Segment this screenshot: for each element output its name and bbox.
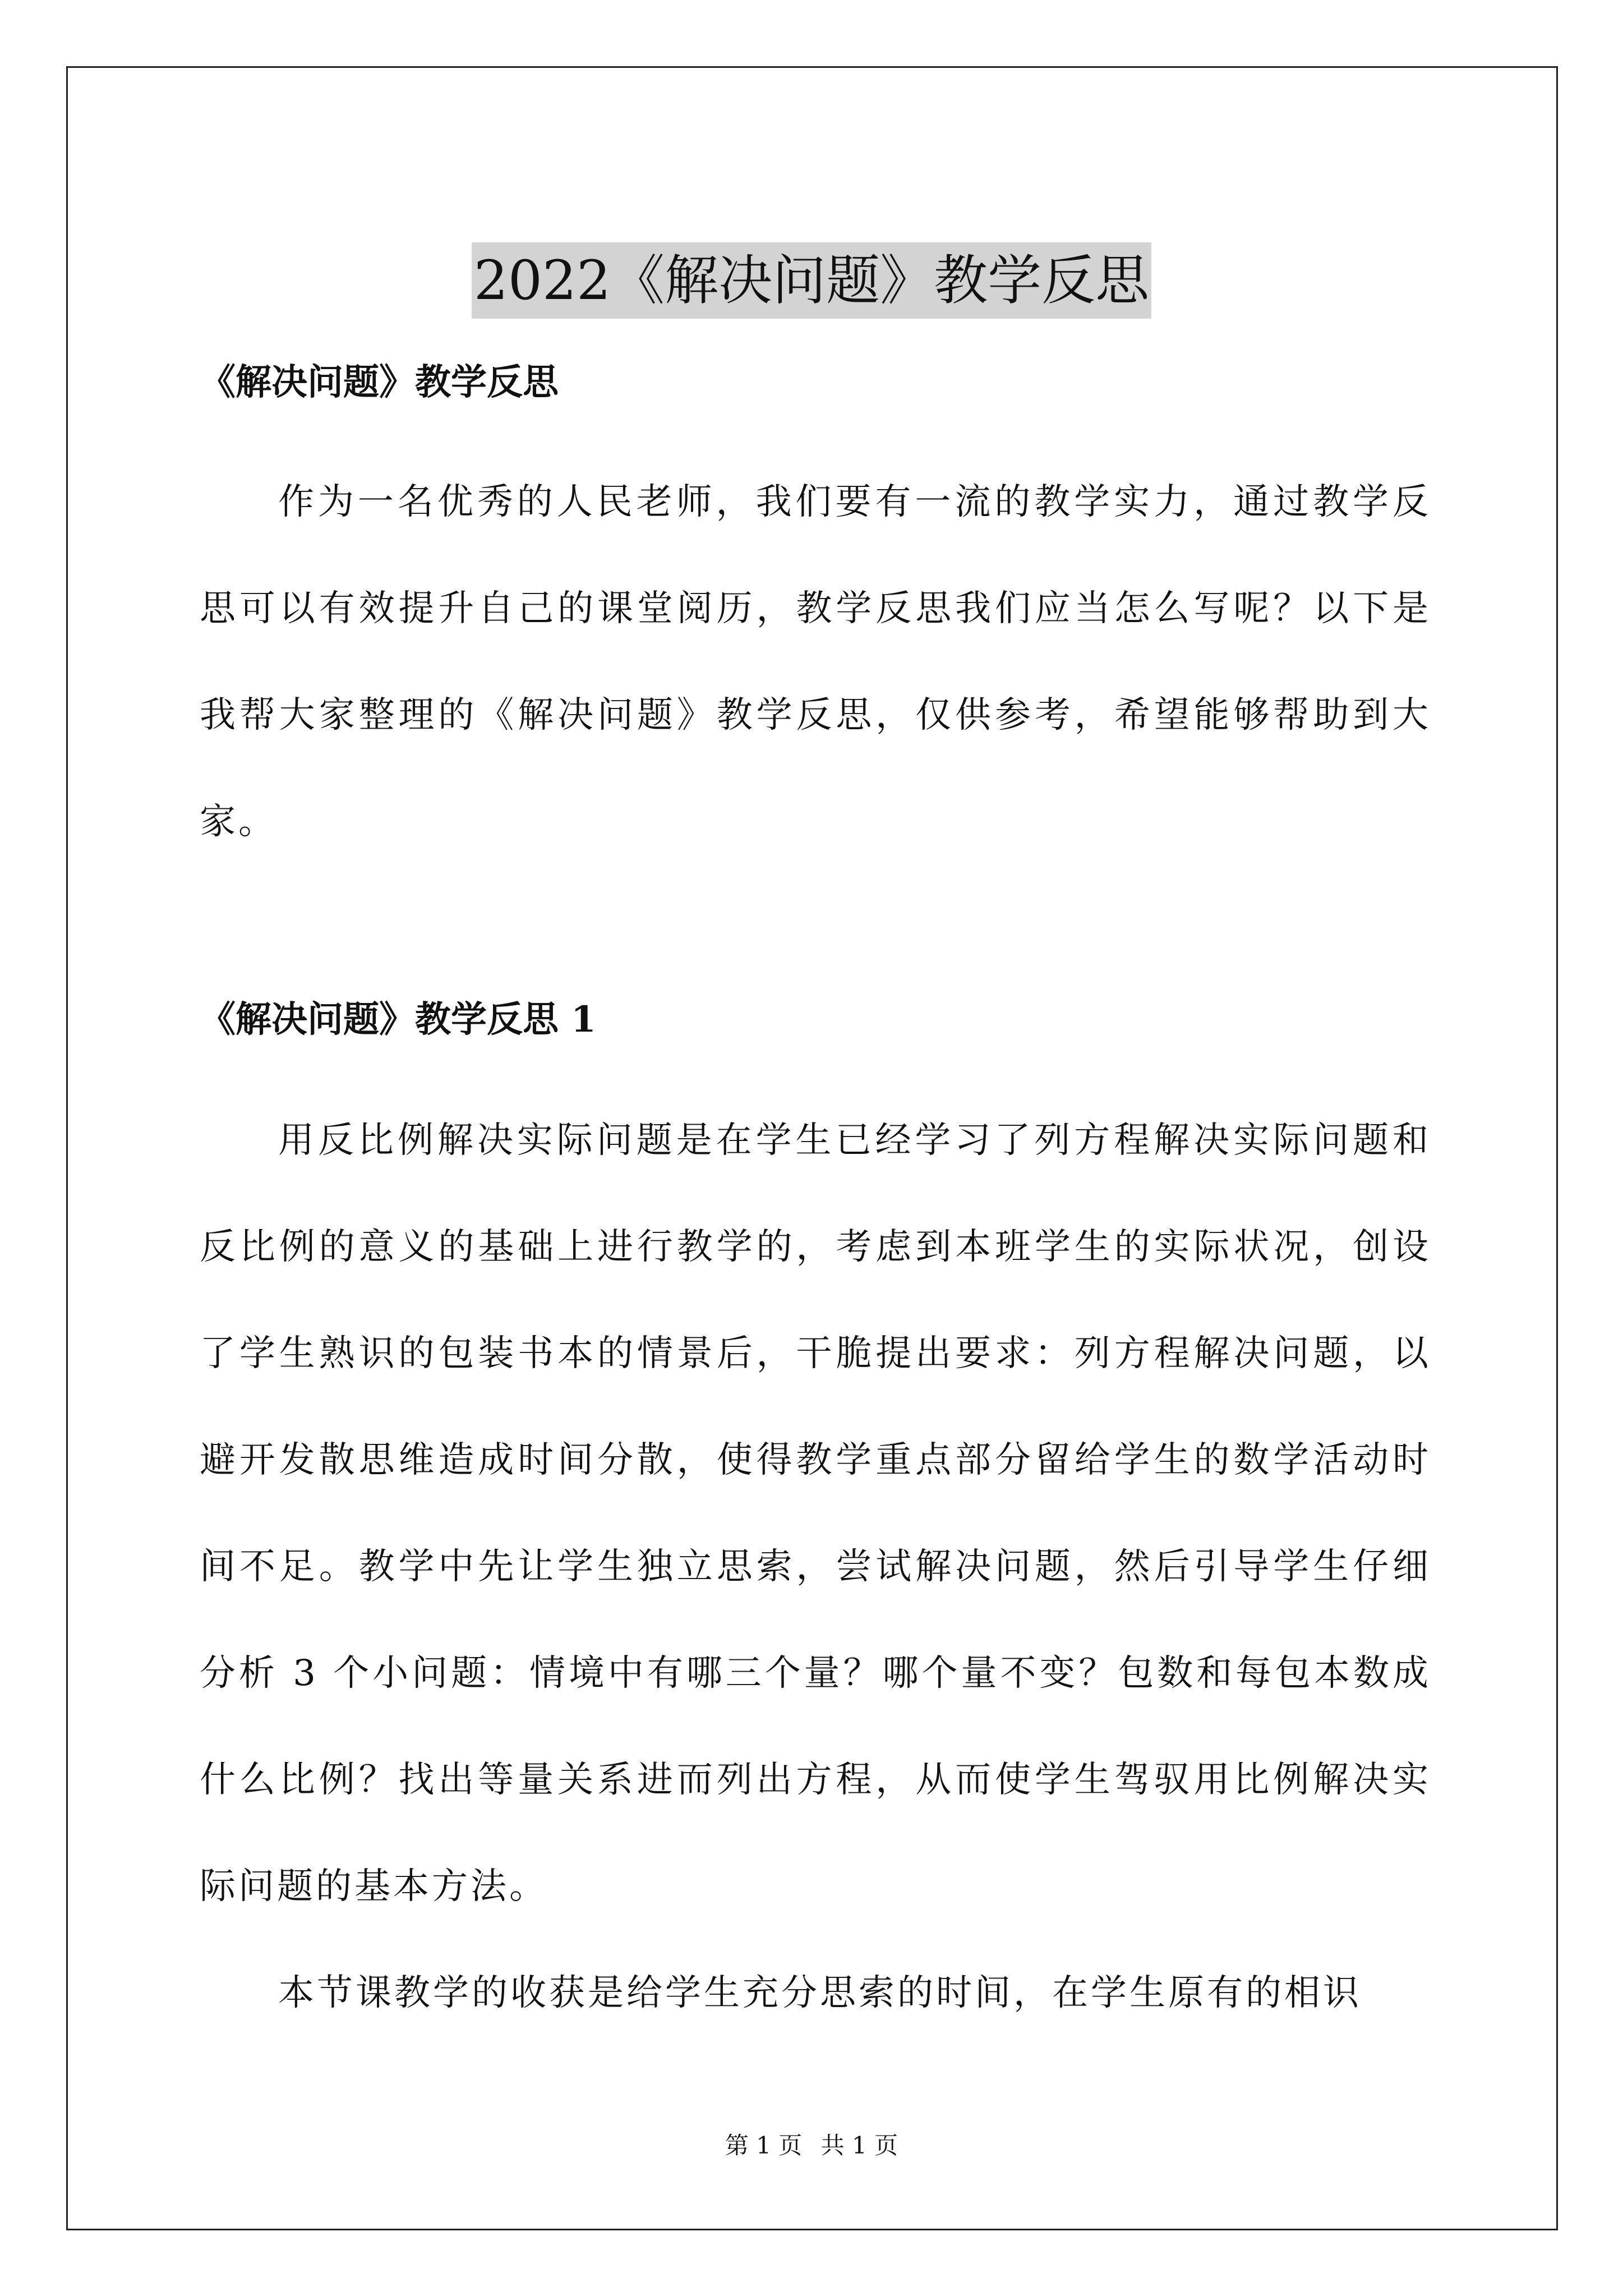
page-total: 共 1 页 bbox=[820, 2132, 898, 2159]
intro-paragraph: 作为一名优秀的人民老师，我们要有一流的教学实力，通过教学反思可以有效提升自己的课堂阅历，教学反思我们应当怎么写呢？以下是我帮大家整理的《解决问题》教学反思，仅供参考，希望能够帮助到大家。 bbox=[200, 481, 1431, 843]
title-container bbox=[0, 206, 1623, 355]
section-2-body bbox=[200, 1087, 1431, 2046]
page-footer bbox=[0, 2129, 1623, 2162]
section-1-body bbox=[200, 449, 1431, 875]
section-heading: 《解决问题》教学反思 bbox=[200, 361, 559, 403]
body-paragraph: 用反比例解决实际问题是在学生已经学习了列方程解决实际问题和反比例的意义的基础上进行教学的，考虑到本班学生的实际状况，创设了学生熟识的包装书本的情景后，干脆提出要求：列方程解决问题，以避开发散思维造成时间分散，使得教学重点部分留给学生的数学活动时间不足。教学中先让学生独立思索，尝试解决问题，然后引导学生仔细分析 3 个小问题：情境中有哪三个量？哪个量不变？包数和每包本数成什么比例？找出等量关系进而列出方程，从而使学生驾驭用比例解决实际问题的基本方法。 bbox=[200, 1120, 1431, 1907]
body-paragraph: 本节课教学的收获是给学生充分思索的时间，在学生原有的相识 bbox=[278, 1972, 1362, 2014]
section-heading: 《解决问题》教学反思 1 bbox=[200, 999, 596, 1041]
document-title: 2022《解决问题》教学反思 bbox=[472, 242, 1151, 319]
page-number: 第 1 页 bbox=[725, 2132, 803, 2159]
